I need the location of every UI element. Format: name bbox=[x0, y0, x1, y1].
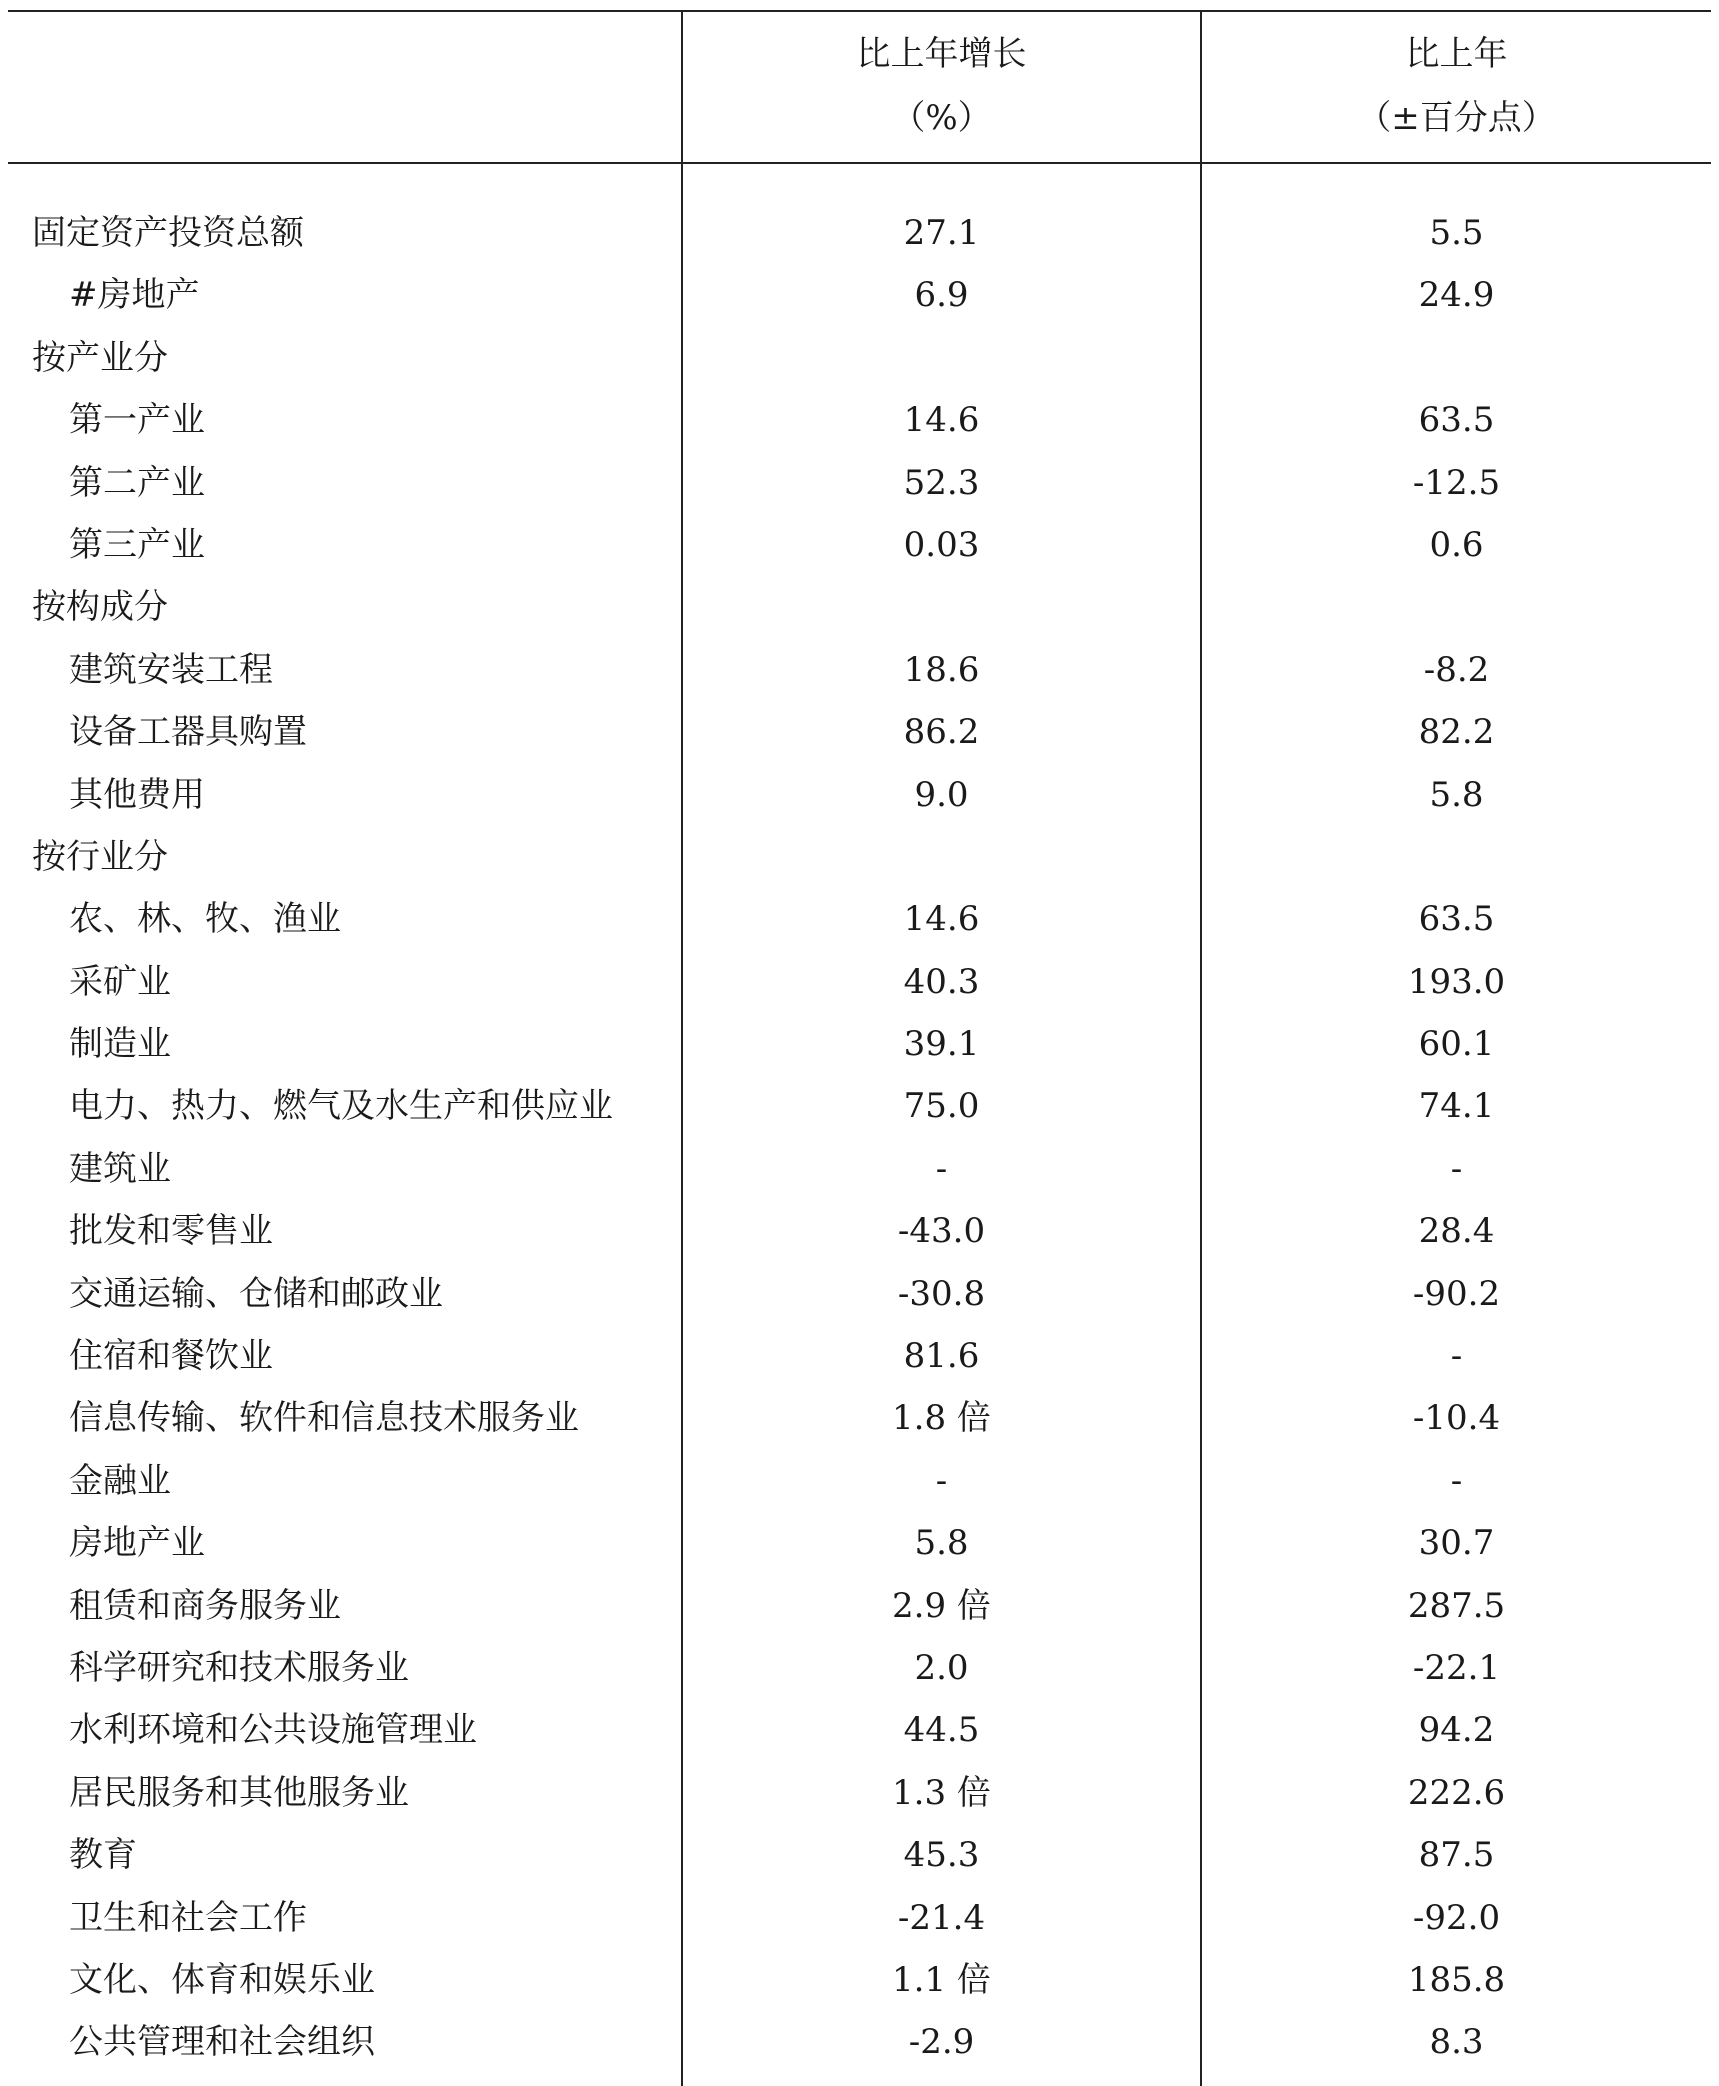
growth-percent-cell: 9.0 bbox=[914, 774, 969, 815]
row-label: 住宿和餐饮业 bbox=[69, 1336, 273, 1377]
growth-percent-cell: 75.0 bbox=[903, 1086, 980, 1127]
header-change-title: 比上年 bbox=[1405, 34, 1508, 74]
header-change-points bbox=[1202, 10, 1711, 162]
table-row bbox=[8, 1949, 1711, 2011]
change-points-cell: 60.1 bbox=[1418, 1024, 1495, 1065]
change-points-cell: 287.5 bbox=[1407, 1585, 1506, 1626]
growth-percent-cell: 81.6 bbox=[903, 1336, 980, 1377]
table-row bbox=[8, 202, 1711, 264]
change-points-cell: -10.4 bbox=[1412, 1398, 1501, 1439]
header-growth-unit: （%） bbox=[891, 98, 992, 138]
change-points-cell: 28.4 bbox=[1418, 1211, 1495, 1252]
row-label: 第二产业 bbox=[69, 462, 205, 503]
change-points-cell: 24.9 bbox=[1418, 275, 1495, 316]
growth-percent-cell: 18.6 bbox=[903, 649, 980, 690]
change-points-cell: 8.3 bbox=[1429, 2022, 1484, 2063]
growth-percent-cell: 39.1 bbox=[903, 1024, 980, 1065]
table-row bbox=[8, 1325, 1711, 1387]
change-points-cell: 5.5 bbox=[1429, 213, 1484, 253]
change-points-cell: -90.2 bbox=[1412, 1273, 1501, 1314]
row-label: 第三产业 bbox=[69, 524, 205, 565]
change-points-cell: 222.6 bbox=[1407, 1772, 1506, 1813]
growth-percent-cell: 2.9 倍 bbox=[892, 1585, 991, 1626]
table-body bbox=[8, 202, 1711, 2074]
row-label: 设备工器具购置 bbox=[69, 712, 307, 753]
table-row bbox=[8, 1699, 1711, 1761]
table-row bbox=[8, 1263, 1711, 1325]
row-label: 建筑业 bbox=[69, 1148, 171, 1189]
growth-percent-cell: -30.8 bbox=[897, 1273, 986, 1314]
row-label: 按产业分 bbox=[32, 337, 168, 378]
growth-percent-cell: - bbox=[935, 1148, 948, 1189]
growth-percent-cell: 1.3 倍 bbox=[892, 1772, 991, 1813]
row-label: 科学研究和技术服务业 bbox=[69, 1647, 409, 1688]
row-label: 按构成分 bbox=[32, 587, 168, 628]
change-points-cell: - bbox=[1450, 1336, 1463, 1377]
table-row bbox=[8, 1762, 1711, 1824]
table-row bbox=[8, 264, 1711, 326]
change-points-cell: -22.1 bbox=[1412, 1647, 1501, 1688]
row-label: 建筑安装工程 bbox=[69, 649, 273, 690]
header-growth-title: 比上年增长 bbox=[856, 34, 1027, 74]
growth-percent-cell: -21.4 bbox=[897, 1897, 986, 1938]
investment-growth-table bbox=[8, 10, 1711, 2086]
table-row bbox=[8, 327, 1711, 389]
header-growth-percent bbox=[683, 10, 1200, 162]
change-points-cell: 0.6 bbox=[1429, 524, 1484, 565]
change-points-cell: 74.1 bbox=[1418, 1086, 1495, 1127]
table-row bbox=[8, 576, 1711, 638]
row-label: 教育 bbox=[69, 1835, 137, 1876]
row-label: 公共管理和社会组织 bbox=[69, 2022, 375, 2063]
table-row bbox=[8, 1138, 1711, 1200]
change-points-cell: 82.2 bbox=[1418, 712, 1495, 753]
table-row bbox=[8, 2011, 1711, 2073]
change-points-cell: -92.0 bbox=[1412, 1897, 1501, 1938]
table-row bbox=[8, 888, 1711, 950]
growth-percent-cell: -43.0 bbox=[897, 1211, 986, 1252]
row-label: 按行业分 bbox=[32, 836, 168, 877]
growth-percent-cell: 5.8 bbox=[914, 1523, 969, 1564]
change-points-cell: 87.5 bbox=[1418, 1835, 1495, 1876]
row-label: 居民服务和其他服务业 bbox=[69, 1772, 409, 1813]
table-row bbox=[8, 1450, 1711, 1512]
change-points-cell: 185.8 bbox=[1407, 1959, 1506, 2000]
growth-percent-cell: 45.3 bbox=[903, 1835, 980, 1876]
table-row bbox=[8, 1075, 1711, 1137]
table-row bbox=[8, 1887, 1711, 1949]
row-label: 交通运输、仓储和邮政业 bbox=[69, 1273, 443, 1314]
table-row bbox=[8, 1824, 1711, 1886]
change-points-cell: -8.2 bbox=[1423, 649, 1490, 690]
row-label: 固定资产投资总额 bbox=[32, 213, 304, 253]
change-points-cell: 193.0 bbox=[1407, 961, 1506, 1002]
row-label: 其他费用 bbox=[69, 774, 205, 815]
row-label: 农、林、牧、渔业 bbox=[69, 899, 341, 940]
row-label: 文化、体育和娱乐业 bbox=[69, 1959, 375, 2000]
change-points-cell: 63.5 bbox=[1418, 400, 1495, 441]
table-row bbox=[8, 1387, 1711, 1449]
row-label: 采矿业 bbox=[69, 961, 171, 1002]
row-label: #房地产 bbox=[69, 275, 200, 316]
row-label: 卫生和社会工作 bbox=[69, 1897, 307, 1938]
row-label: 房地产业 bbox=[69, 1523, 205, 1564]
row-label: 第一产业 bbox=[69, 400, 205, 441]
table-row bbox=[8, 1512, 1711, 1574]
change-points-cell: 5.8 bbox=[1429, 774, 1484, 815]
table-row bbox=[8, 452, 1711, 514]
growth-percent-cell: 86.2 bbox=[903, 712, 980, 753]
growth-percent-cell: 44.5 bbox=[903, 1710, 980, 1751]
growth-percent-cell: 14.6 bbox=[903, 899, 980, 940]
growth-percent-cell: 40.3 bbox=[903, 961, 980, 1002]
growth-percent-cell: 1.1 倍 bbox=[892, 1959, 991, 2000]
table-row bbox=[8, 639, 1711, 701]
growth-percent-cell: 1.8 倍 bbox=[892, 1398, 991, 1439]
table-row bbox=[8, 1013, 1711, 1075]
table-row bbox=[8, 1637, 1711, 1699]
change-points-cell: 30.7 bbox=[1418, 1523, 1495, 1564]
header-change-unit: （±百分点） bbox=[1357, 98, 1556, 138]
row-label: 租赁和商务服务业 bbox=[69, 1585, 341, 1626]
growth-percent-cell: -2.9 bbox=[908, 2022, 975, 2063]
change-points-cell: -12.5 bbox=[1412, 462, 1501, 503]
growth-percent-cell: 14.6 bbox=[903, 400, 980, 441]
row-label: 批发和零售业 bbox=[69, 1211, 273, 1252]
table-row bbox=[8, 826, 1711, 888]
row-label: 金融业 bbox=[69, 1460, 171, 1501]
row-label: 电力、热力、燃气及水生产和供应业 bbox=[69, 1086, 613, 1127]
table-row bbox=[8, 951, 1711, 1013]
header-bottom-border bbox=[8, 162, 1711, 164]
change-points-cell: - bbox=[1450, 1460, 1463, 1501]
change-points-cell: 94.2 bbox=[1418, 1710, 1495, 1751]
row-label: 信息传输、软件和信息技术服务业 bbox=[69, 1398, 579, 1439]
table-row bbox=[8, 389, 1711, 451]
growth-percent-cell: 2.0 bbox=[914, 1647, 969, 1688]
change-points-cell: - bbox=[1450, 1148, 1463, 1189]
table-row bbox=[8, 1575, 1711, 1637]
row-label: 水利环境和公共设施管理业 bbox=[69, 1710, 477, 1751]
table-row bbox=[8, 701, 1711, 763]
growth-percent-cell: 27.1 bbox=[903, 213, 980, 253]
growth-percent-cell: 6.9 bbox=[914, 275, 969, 316]
growth-percent-cell: - bbox=[935, 1460, 948, 1501]
table-row bbox=[8, 514, 1711, 576]
row-label: 制造业 bbox=[69, 1024, 171, 1065]
table-row bbox=[8, 764, 1711, 826]
growth-percent-cell: 52.3 bbox=[903, 462, 980, 503]
table-row bbox=[8, 1200, 1711, 1262]
change-points-cell: 63.5 bbox=[1418, 899, 1495, 940]
growth-percent-cell: 0.03 bbox=[903, 524, 980, 565]
